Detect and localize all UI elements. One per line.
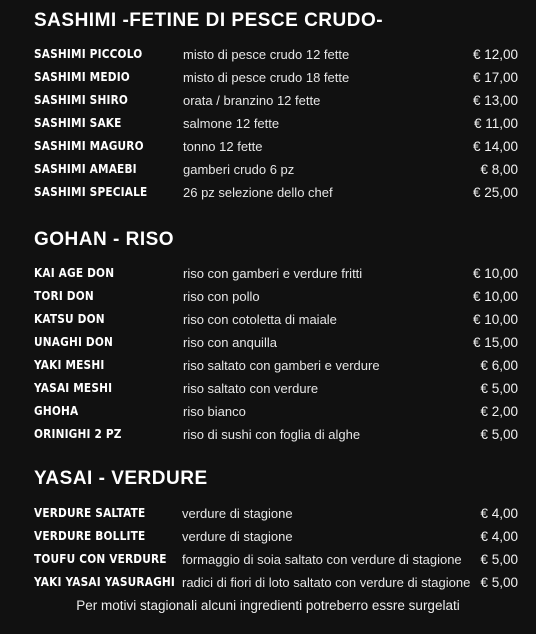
item-price: € 4,00 — [480, 529, 518, 544]
footer-note: Per motivi stagionali alcuni ingredienti potreberro essre surgelati — [76, 598, 460, 613]
item-description: formaggio di soia saltato con verdure di stagione — [182, 552, 462, 567]
item-price: € 5,00 — [480, 381, 518, 396]
item-name: SASHIMI PICCOLO — [34, 47, 143, 61]
menu-list-gohan — [0, 262, 536, 446]
item-description: 26 pz selezione dello chef — [183, 185, 333, 200]
item-name: SASHIMI SAKE — [34, 116, 122, 130]
item-description: verdure di stagione — [182, 529, 293, 544]
menu-item — [0, 135, 536, 158]
item-description: tonno 12 fette — [183, 139, 263, 154]
item-description: riso saltato con verdure — [183, 381, 319, 396]
item-price: € 5,00 — [480, 575, 518, 590]
item-name: KAI AGE DON — [34, 266, 115, 280]
menu-item — [0, 502, 536, 525]
section-title-yasai: YASAI - VERDURE — [34, 468, 208, 489]
menu-item — [0, 158, 536, 181]
item-name: VERDURE SALTATE — [34, 506, 146, 520]
item-name: KATSU DON — [34, 312, 105, 326]
item-name: SASHIMI MEDIO — [34, 70, 130, 84]
menu-list-yasai — [0, 502, 536, 594]
item-price: € 13,00 — [472, 93, 518, 108]
item-description: riso con anquilla — [183, 335, 277, 350]
item-name: UNAGHI DON — [34, 335, 114, 349]
item-description: orata / branzino 12 fette — [183, 93, 321, 108]
menu-item — [0, 181, 536, 204]
item-description: misto di pesce crudo 18 fette — [183, 70, 350, 85]
item-description: riso saltato con gamberi e verdure — [183, 358, 380, 373]
menu-item — [0, 354, 536, 377]
item-description: riso di sushi con foglia di alghe — [183, 427, 361, 442]
menu-item — [0, 400, 536, 423]
item-price: € 15,00 — [472, 335, 518, 350]
item-price: € 14,00 — [472, 139, 518, 154]
item-price: € 11,00 — [473, 116, 518, 131]
item-price: € 10,00 — [472, 266, 518, 281]
item-price: € 6,00 — [480, 358, 518, 373]
item-price: € 25,00 — [472, 185, 518, 200]
item-price: € 5,00 — [480, 552, 518, 567]
item-description: radici di fiori di loto saltato con verdure di stagione — [182, 575, 471, 590]
menu-item — [0, 423, 536, 446]
item-name: YASAI MESHI — [34, 381, 113, 395]
item-description: riso con pollo — [183, 289, 260, 304]
item-price: € 10,00 — [472, 312, 518, 327]
menu-item — [0, 89, 536, 112]
item-price: € 8,00 — [480, 162, 518, 177]
item-price: € 17,00 — [472, 70, 518, 85]
item-price: € 10,00 — [472, 289, 518, 304]
menu-item — [0, 66, 536, 89]
item-price: € 5,00 — [480, 427, 518, 442]
item-name: GHOHA — [34, 404, 79, 418]
menu-item — [0, 43, 536, 66]
item-description: riso con cotoletta di maiale — [183, 312, 337, 327]
menu-item — [0, 548, 536, 571]
item-description: gamberi crudo 6 pz — [183, 162, 295, 177]
item-name: TOUFU CON VERDURE — [34, 552, 167, 566]
menu-item — [0, 571, 536, 594]
section-title-gohan: GOHAN - RISO — [34, 229, 175, 250]
item-description: salmone 12 fette — [183, 116, 280, 131]
item-name: SASHIMI AMAEBI — [34, 162, 137, 176]
item-price: € 12,00 — [472, 47, 518, 62]
menu-item — [0, 308, 536, 331]
menu-list-sashimi — [0, 43, 536, 204]
item-name: ORINIGHI 2 PZ — [34, 427, 122, 441]
item-name: YAKI YASAI YASURAGHI — [34, 575, 176, 589]
menu-item — [0, 285, 536, 308]
item-name: SASHIMI SPECIALE — [34, 185, 148, 199]
section-title-sashimi: SASHIMI -FETINE DI PESCE CRUDO- — [34, 10, 384, 31]
menu-item — [0, 262, 536, 285]
item-description: misto di pesce crudo 12 fette — [183, 47, 350, 62]
item-price: € 2,00 — [480, 404, 518, 419]
item-name: SASHIMI MAGURO — [34, 139, 144, 153]
menu-item — [0, 377, 536, 400]
item-description: riso bianco — [183, 404, 246, 419]
item-description: verdure di stagione — [182, 506, 293, 521]
item-name: SASHIMI SHIRO — [34, 93, 129, 107]
item-name: YAKI MESHI — [34, 358, 105, 372]
item-price: € 4,00 — [480, 506, 518, 521]
menu-item — [0, 331, 536, 354]
item-description: riso con gamberi e verdure fritti — [183, 266, 363, 281]
item-name: VERDURE BOLLITE — [34, 529, 146, 543]
menu-item — [0, 112, 536, 135]
item-name: TORI DON — [34, 289, 94, 303]
menu-item — [0, 525, 536, 548]
